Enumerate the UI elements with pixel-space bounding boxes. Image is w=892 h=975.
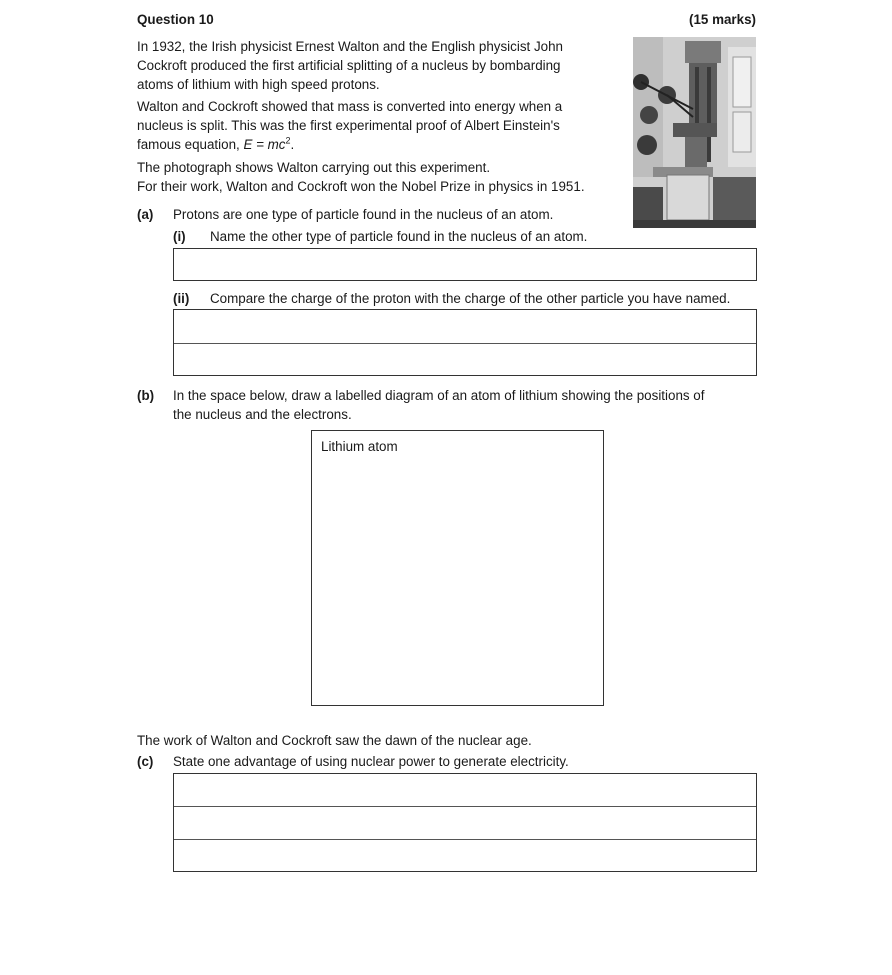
part-c-label: (c)	[137, 754, 154, 769]
intro-line: In 1932, the Irish physicist Ernest Walton and the English physicist John	[137, 39, 563, 54]
answer-box-a-i[interactable]	[173, 248, 757, 281]
answer-line-divider	[174, 343, 756, 344]
answer-box-a-ii[interactable]	[173, 309, 757, 376]
answer-line-divider	[174, 806, 756, 807]
equation: E = mc	[243, 137, 286, 152]
equation-line	[137, 136, 294, 153]
part-a-ii-text: Compare the charge of the proton with the charge of the other particle you have named.	[210, 291, 731, 306]
marks-label: (15 marks)	[689, 12, 756, 27]
part-a-text: Protons are one type of particle found in the nucleus of an atom.	[173, 207, 554, 222]
answer-line-divider	[174, 839, 756, 840]
answer-box-c[interactable]	[173, 773, 757, 872]
intro-line: atoms of lithium with high speed protons.	[137, 77, 380, 92]
part-c-intro: The work of Walton and Cockroft saw the dawn of the nuclear age.	[137, 733, 532, 748]
part-b-label: (b)	[137, 388, 155, 403]
part-b-text: In the space below, draw a labelled diagram of an atom of lithium showing the positions of	[173, 388, 705, 403]
diagram-title: Lithium atom	[321, 439, 398, 454]
part-a-i-label: (i)	[173, 229, 186, 244]
apparatus-illustration	[633, 37, 756, 228]
part-b-text: the nucleus and the electrons.	[173, 407, 352, 422]
part-a-ii-label: (ii)	[173, 291, 190, 306]
intro-line: For their work, Walton and Cockroft won the Nobel Prize in physics in 1951.	[137, 179, 585, 194]
lithium-diagram-box[interactable]	[311, 430, 604, 706]
intro-line: Walton and Cockroft showed that mass is converted into energy when a	[137, 99, 563, 114]
intro-line: The photograph shows Walton carrying out this experiment.	[137, 160, 491, 175]
walton-experiment-photo	[633, 37, 756, 228]
part-c-text: State one advantage of using nuclear power to generate electricity.	[173, 754, 569, 769]
part-a-i-text: Name the other type of particle found in the nucleus of an atom.	[210, 229, 588, 244]
equation-exponent: 2	[285, 135, 291, 146]
intro-line: Cockroft produced the first artificial splitting of a nucleus by bombarding	[137, 58, 561, 73]
equation-end: .	[290, 137, 295, 152]
part-a-label: (a)	[137, 207, 154, 222]
question-title: Question 10	[137, 12, 214, 27]
equation-prefix: famous equation,	[137, 137, 244, 152]
intro-line: nucleus is split. This was the first experimental proof of Albert Einstein's	[137, 118, 560, 133]
